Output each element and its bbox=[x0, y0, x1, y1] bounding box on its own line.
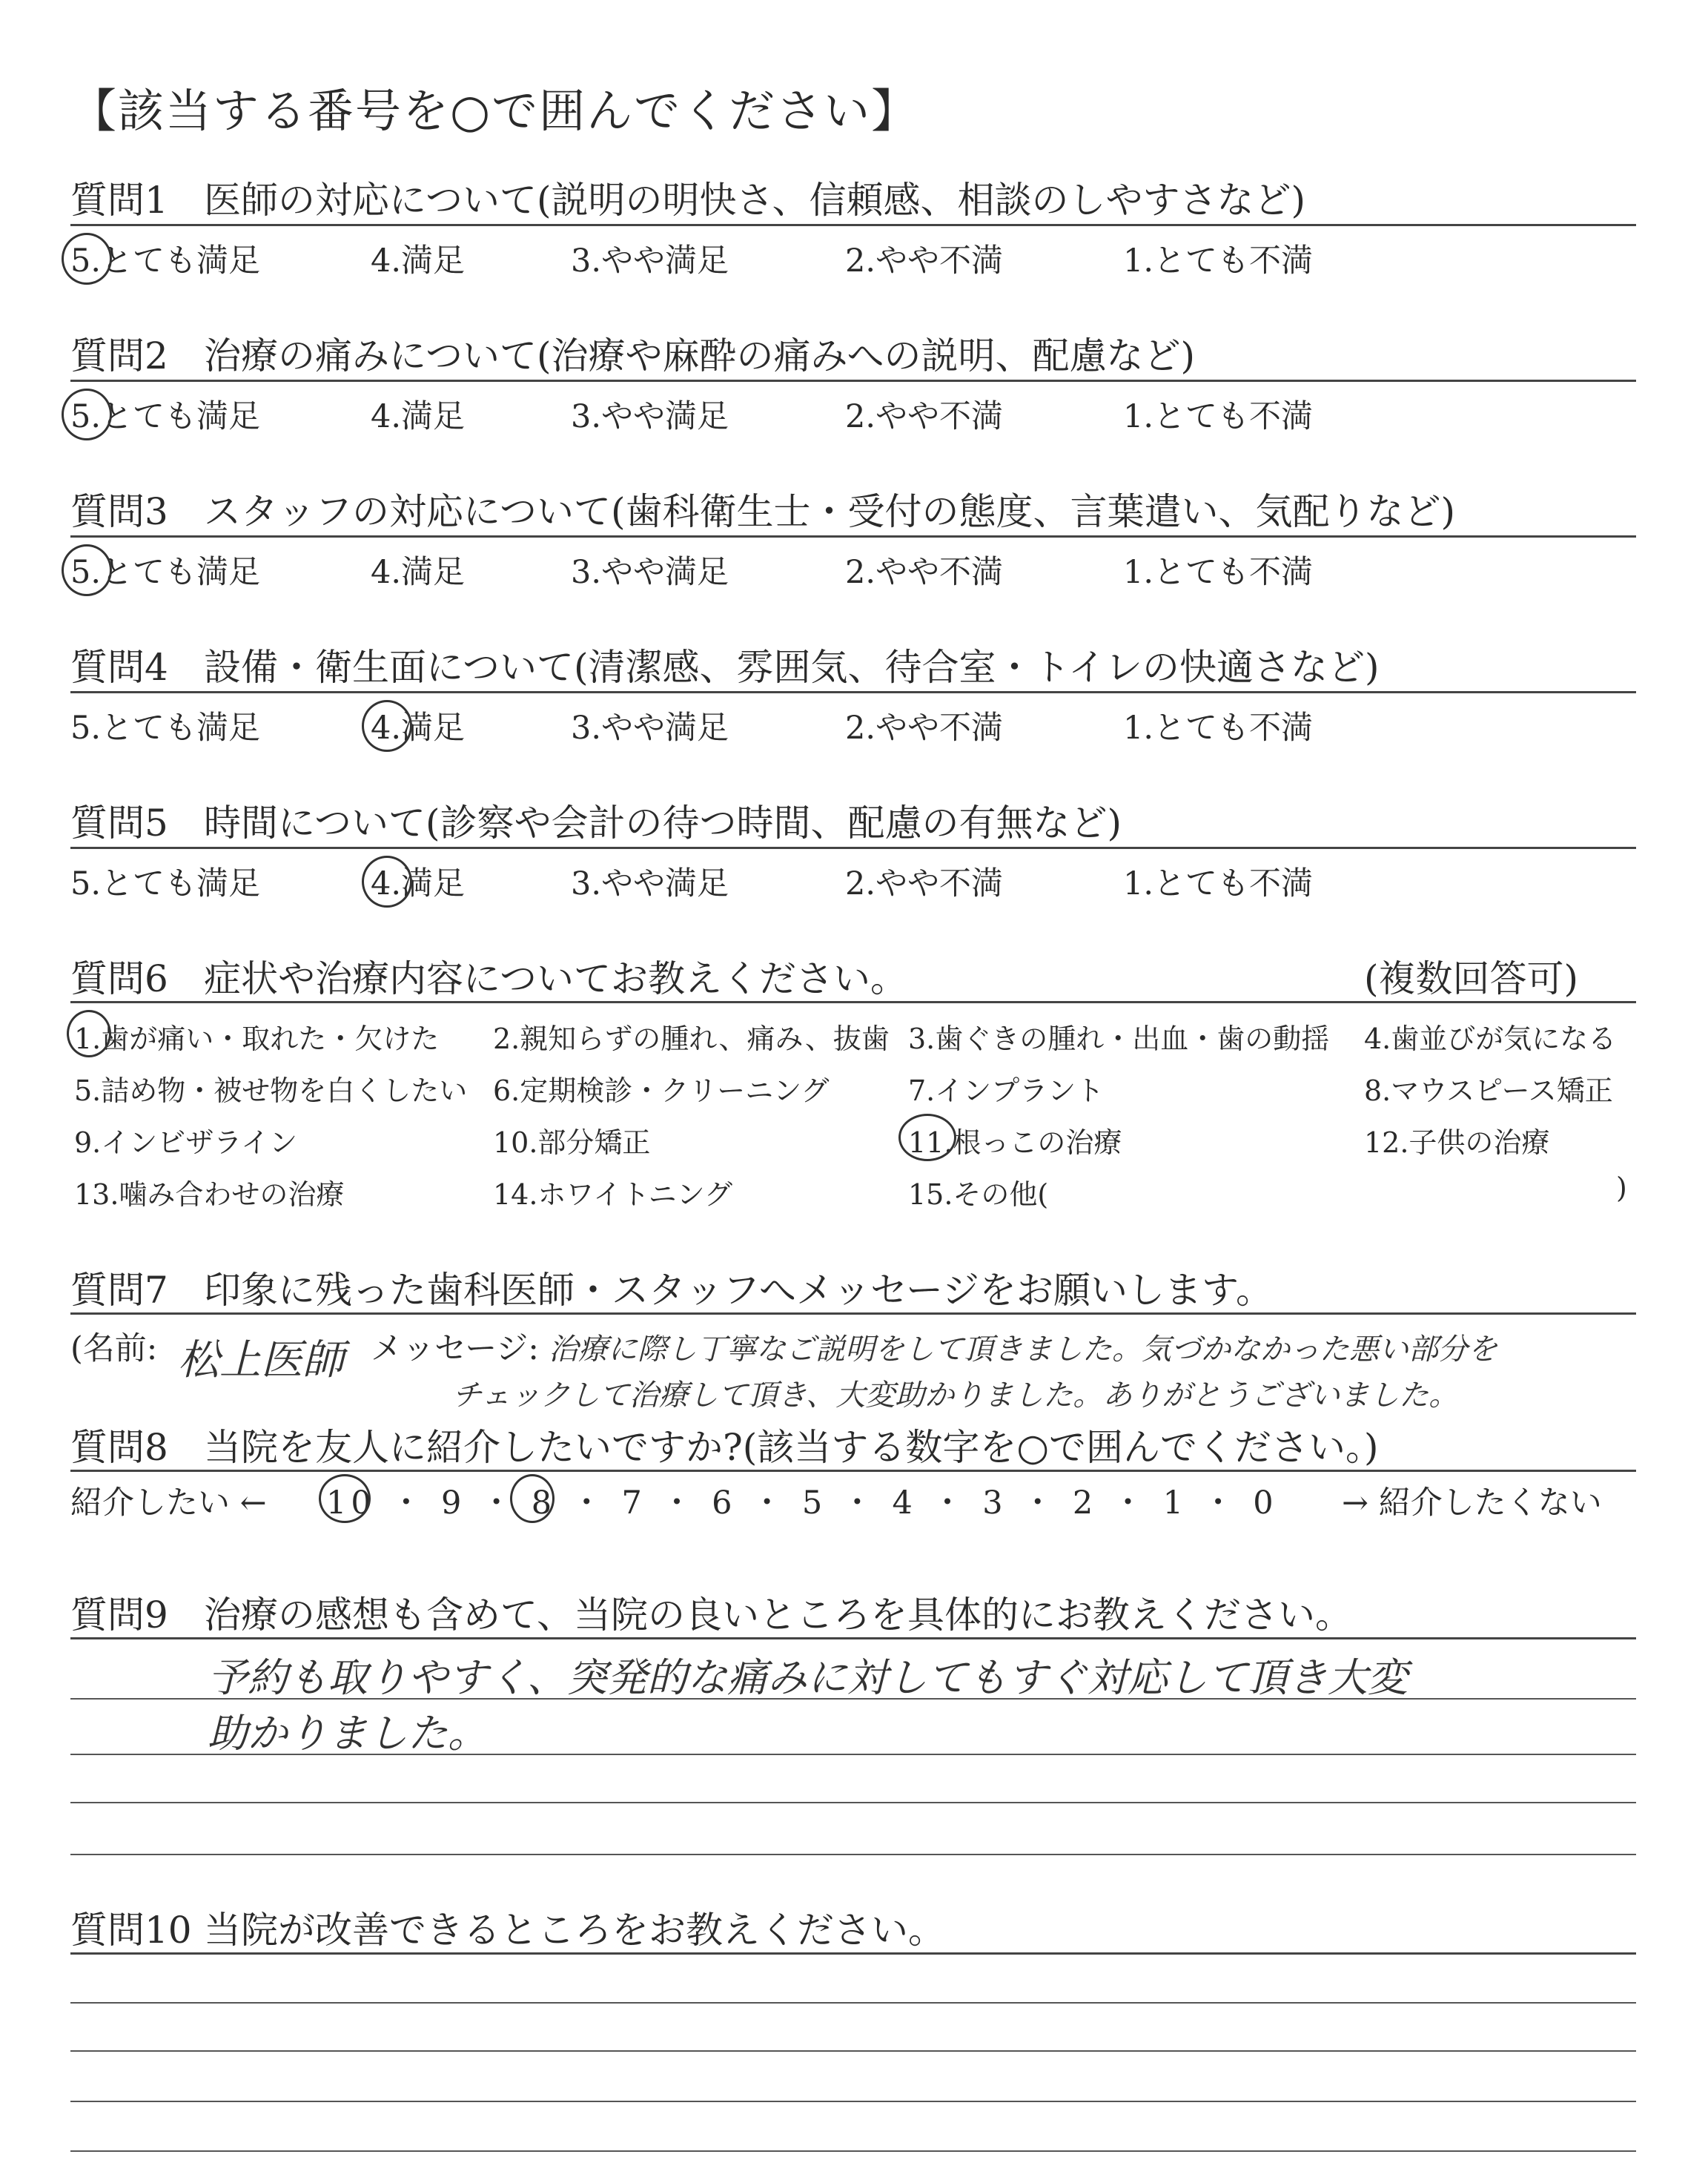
writing-line bbox=[70, 2101, 1636, 2102]
question-9-heading bbox=[70, 1585, 1352, 1639]
rating-option[interactable]: 1.とても不満 bbox=[1123, 710, 1314, 747]
question-text: 症状や治療内容についてお教えください。 bbox=[204, 957, 907, 1000]
question-6-heading bbox=[70, 949, 907, 1003]
handwritten-answer-line2: 助かりました。 bbox=[208, 1710, 488, 1757]
rating-option[interactable]: 5.とても満足 bbox=[70, 398, 261, 435]
symptom-option[interactable]: 15.その他( bbox=[908, 1178, 1049, 1211]
rating-option[interactable]: 2.やや不満 bbox=[845, 710, 1004, 747]
rating-option[interactable]: 1.とても不満 bbox=[1123, 554, 1314, 591]
writing-line bbox=[70, 1854, 1636, 1855]
question-text: 当院を友人に紹介したいですか?(該当する数字を○で囲んでください。) bbox=[204, 1426, 1379, 1469]
question-text: 治療の痛みについて(治療や麻酔の痛みへの説明、配慮など) bbox=[204, 334, 1196, 377]
rating-option[interactable]: 3.やや満足 bbox=[571, 242, 729, 280]
rating-option[interactable]: 1.とても不満 bbox=[1123, 865, 1314, 902]
rating-option[interactable]: 5.とても満足 bbox=[70, 865, 261, 902]
question-number: 質問2 bbox=[70, 334, 168, 377]
writing-line bbox=[70, 2050, 1636, 2052]
symptom-option[interactable]: 7.インプラント bbox=[908, 1074, 1105, 1107]
question-text: 当院が改善できるところをお教えください。 bbox=[204, 1909, 945, 1952]
recommend-right-label: → 紹介したくない bbox=[1342, 1484, 1602, 1522]
symptom-option[interactable]: 10.部分矯正 bbox=[493, 1126, 651, 1159]
question-8-heading bbox=[70, 1418, 1378, 1471]
rating-option[interactable]: 4.満足 bbox=[371, 710, 466, 747]
symptom-option[interactable]: 8.マウスピース矯正 bbox=[1364, 1074, 1613, 1107]
question-text: 治療の感想も含めて、当院の良いところを具体的にお教えください。 bbox=[204, 1593, 1352, 1636]
handwritten-message-line1: 治療に際し丁寧なご説明をして頂きました。気づかなかった悪い部分を bbox=[549, 1332, 1497, 1367]
question-2-heading bbox=[70, 326, 1195, 380]
symptom-option[interactable]: 12.子供の治療 bbox=[1364, 1126, 1550, 1159]
question-text: スタッフの対応について(歯科衛生士・受付の態度、言葉遣い、気配りなど) bbox=[204, 490, 1456, 533]
handwritten-message-line2: チェックして治療して頂き、大変助かりました。ありがとうございました。 bbox=[452, 1378, 1459, 1413]
rating-option[interactable]: 4.満足 bbox=[371, 242, 466, 280]
question-number: 質問3 bbox=[70, 490, 168, 533]
question-10-rule bbox=[70, 1952, 1636, 1955]
question-10-heading bbox=[70, 1900, 945, 1954]
question-number: 質問10 bbox=[70, 1909, 192, 1952]
question-number: 質問8 bbox=[70, 1426, 168, 1469]
rating-option[interactable]: 5.とても満足 bbox=[70, 710, 261, 747]
symptom-option[interactable]: ) bbox=[1616, 1172, 1627, 1204]
selection-circle bbox=[62, 389, 112, 440]
question-text: 時間について(診察や会計の待つ時間、配慮の有無など) bbox=[204, 802, 1122, 845]
handwritten-name: 松上医師 bbox=[178, 1336, 344, 1384]
selection-circle bbox=[319, 1474, 371, 1523]
selection-circle bbox=[362, 700, 412, 752]
selection-circle bbox=[362, 856, 412, 908]
symptom-option[interactable]: 5.詰め物・被せ物を白くしたい bbox=[74, 1074, 468, 1107]
rating-option[interactable]: 2.やや不満 bbox=[845, 398, 1004, 435]
question-1-heading bbox=[70, 171, 1305, 224]
symptom-option[interactable]: 2.親知らずの腫れ、痛み、抜歯 bbox=[493, 1023, 890, 1055]
question-4-heading bbox=[70, 638, 1380, 691]
selection-circle bbox=[510, 1474, 555, 1523]
rating-option[interactable]: 2.やや不満 bbox=[845, 865, 1004, 902]
symptom-option[interactable]: 11.根っこの治療 bbox=[908, 1126, 1122, 1159]
question-7-heading bbox=[70, 1261, 1273, 1314]
question-number: 質問7 bbox=[70, 1269, 168, 1312]
writing-line bbox=[70, 1698, 1636, 1700]
question-number: 質問4 bbox=[70, 646, 168, 689]
rating-option[interactable]: 3.やや満足 bbox=[571, 398, 729, 435]
writing-line bbox=[70, 1802, 1636, 1803]
rating-option[interactable]: 3.やや満足 bbox=[571, 865, 729, 902]
symptom-option[interactable]: 3.歯ぐきの腫れ・出血・歯の動揺 bbox=[908, 1023, 1330, 1055]
rating-option[interactable]: 4.満足 bbox=[371, 865, 466, 902]
question-rule bbox=[70, 847, 1636, 849]
symptom-option[interactable]: 1.歯が痛い・取れた・欠けた bbox=[74, 1023, 440, 1055]
recommend-left-label: 紹介したい ← bbox=[70, 1484, 267, 1522]
rating-option[interactable]: 5.とても満足 bbox=[70, 554, 261, 591]
symptom-option[interactable]: 13.噛み合わせの治療 bbox=[74, 1178, 345, 1211]
question-number: 質問5 bbox=[70, 802, 168, 845]
question-number: 質問6 bbox=[70, 957, 168, 1000]
question-text: 医師の対応について(説明の明快さ、信頼感、相談のしやすさなど) bbox=[204, 179, 1306, 222]
rating-option[interactable]: 4.満足 bbox=[371, 554, 466, 591]
question-6-note: (複数回答可) bbox=[1364, 957, 1579, 1000]
selection-circle bbox=[898, 1114, 956, 1161]
selection-circle bbox=[67, 1010, 111, 1057]
rating-option[interactable]: 2.やや不満 bbox=[845, 242, 1004, 280]
rating-option[interactable]: 3.やや満足 bbox=[571, 710, 729, 747]
writing-line bbox=[70, 2002, 1636, 2004]
question-rule bbox=[70, 224, 1636, 226]
writing-line bbox=[70, 2150, 1636, 2152]
question-number: 質問1 bbox=[70, 179, 168, 222]
rating-option[interactable]: 1.とても不満 bbox=[1123, 242, 1314, 280]
message-label: メッセージ: bbox=[371, 1330, 539, 1367]
rating-option[interactable]: 4.満足 bbox=[371, 398, 466, 435]
page-title: 【該当する番号を○で囲んでください】 bbox=[70, 84, 919, 138]
rating-option[interactable]: 3.やや満足 bbox=[571, 554, 729, 591]
question-7-rule bbox=[70, 1312, 1636, 1315]
question-number: 質問9 bbox=[70, 1593, 168, 1636]
question-5-heading bbox=[70, 793, 1122, 847]
question-9-rule bbox=[70, 1637, 1636, 1639]
question-rule bbox=[70, 535, 1636, 538]
question-8-rule bbox=[70, 1470, 1636, 1472]
rating-option[interactable]: 2.やや不満 bbox=[845, 554, 1004, 591]
question-rule bbox=[70, 380, 1636, 382]
symptom-option[interactable]: 9.インビザライン bbox=[74, 1126, 298, 1159]
symptom-option[interactable]: 6.定期検診・クリーニング bbox=[493, 1074, 830, 1107]
question-6-rule bbox=[70, 1001, 1636, 1003]
symptom-option[interactable]: 4.歯並びが気になる bbox=[1364, 1023, 1617, 1055]
rating-option[interactable]: 5.とても満足 bbox=[70, 242, 261, 280]
symptom-option[interactable]: 14.ホワイトニング bbox=[493, 1178, 733, 1211]
question-3-heading bbox=[70, 482, 1455, 535]
writing-line bbox=[70, 1754, 1636, 1755]
selection-circle bbox=[62, 233, 112, 285]
handwritten-answer-line1: 予約も取りやすく、突発的な痛みに対してもすぐ対応して頂き大変 bbox=[208, 1654, 1408, 1701]
name-label: (名前: bbox=[70, 1330, 158, 1367]
question-text: 印象に残った歯科医師・スタッフへメッセージをお願いします。 bbox=[204, 1269, 1273, 1312]
recommend-scale: 10 ・ 9 ・ 8 ・ 7 ・ 6 ・ 5 ・ 4 ・ 3 ・ 2 ・ 1 ・ 0 bbox=[326, 1484, 1278, 1522]
question-rule bbox=[70, 691, 1636, 693]
selection-circle bbox=[62, 544, 112, 596]
question-text: 設備・衛生面について(清潔感、雰囲気、待合室・トイレの快適さなど) bbox=[204, 646, 1380, 689]
rating-option[interactable]: 1.とても不満 bbox=[1123, 398, 1314, 435]
